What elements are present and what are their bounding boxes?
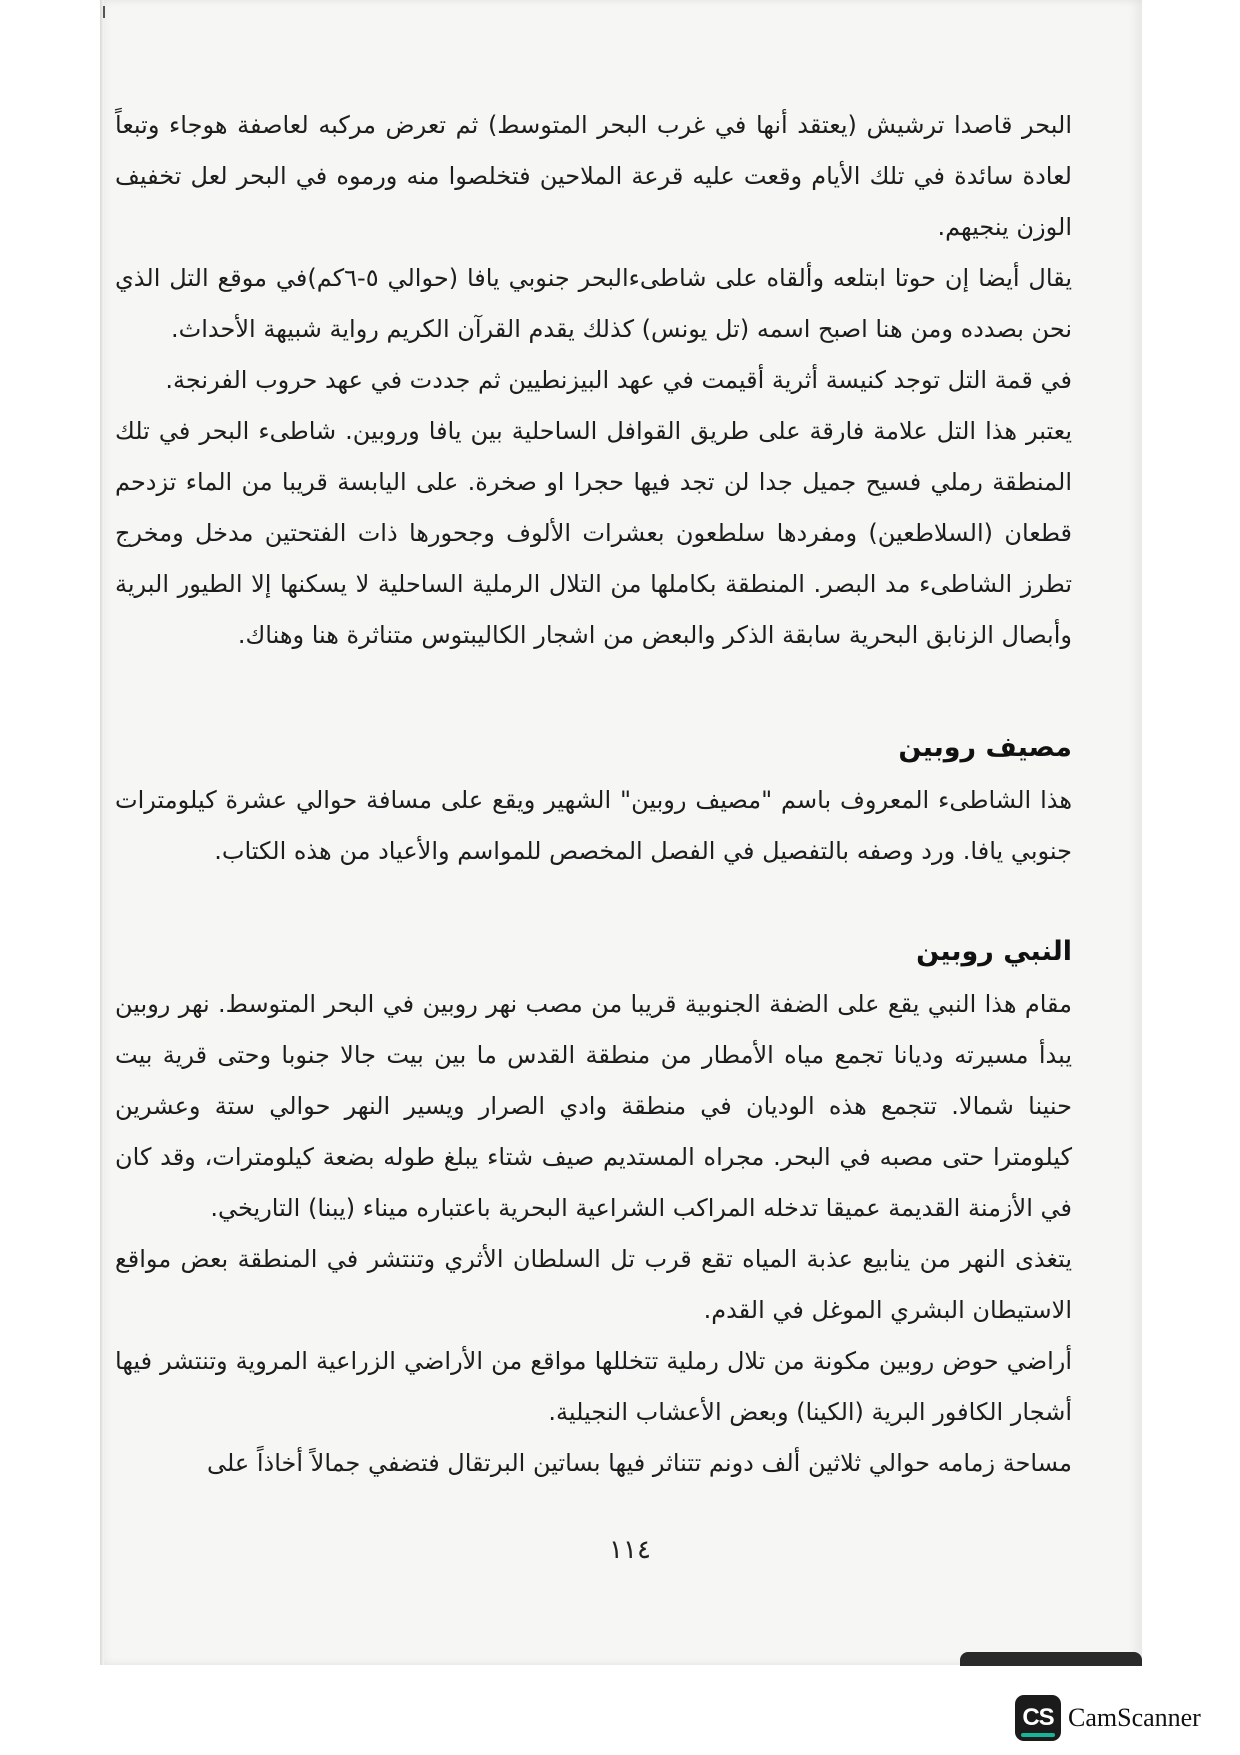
- logo-text: CS: [1022, 1704, 1054, 1731]
- page-edge-shadow: [100, 0, 104, 1665]
- section-spacer: [115, 877, 1072, 925]
- paragraph: يتغذى النهر من ينابيع عذبة المياه تقع قرب تل السلطان الأثري وتنتشر في المنطقة بعض مواقع الاستيطان البشري الموغل في القدم.: [115, 1245, 1072, 1324]
- paragraph: يقال أيضا إن حوتا ابتلعه وألقاه على شاطىءالبحر جنوبي يافا (حوالي ٥-٦كم)في موقع التل الذي نحن بصدده ومن هنا اصبح اسمه (تل يونس) كذلك يقدم القرآن الكريم رواية شبيهة الأحداث.: [115, 264, 1073, 343]
- logo-accent-bar: [1021, 1733, 1055, 1737]
- camscanner-watermark: [1015, 1693, 1201, 1743]
- paragraph: في قمة التل توجد كنيسة أثرية أقيمت في عهد البيزنطيين ثم جددت في عهد حروب الفرنجة.: [165, 366, 1072, 394]
- paragraph: مساحة زمامه حوالي ثلاثين ألف دونم تتناثر فيها بساتين البرتقال فتضفي جمالاً أخاذاً على: [206, 1449, 1072, 1477]
- paragraph: هذا الشاطىء المعروف باسم "مصيف روبين" الشهير ويقع على مسافة حوالي عشرة كيلومترات جنوبي يافا. ورد وصفه بالتفصيل في الفصل المخصص للمواسم والأعياد من هذه الكتاب.: [115, 786, 1072, 865]
- paragraph: يعتبر هذا التل علامة فارقة على طريق القوافل الساحلية بين يافا وروبين. شاطىء البحر في تلك المنطقة رملي فسيح جميل جدا لن تجد فيها حجرا او صخرة. على اليابسة قريبا من الماء تزدحم قطعان (السلاطعين) ومفردها سلطعون بعشرات الألوف وجحورها ذات الفتحتين مدخل ومخرج تطرز الشاطىء مد البصر. المنطقة بكاملها من التلال الرملية الساحلية لا يسكنها إلا الطيور البرية وأبصال الزنابق البحرية سابقة الذكر والبعض من اشجار الكاليبتوس متناثرة هنا وهناك.: [115, 417, 1072, 649]
- paragraph: مقام هذا النبي يقع على الضفة الجنوبية قريبا من مصب نهر روبين في البحر المتوسط. نهر روبين يبدأ مسيرته وديانا تجمع مياه الأمطار من منطقة القدس ما بين بيت جالا جنوبا وحتى قرية بيت حنينا شمالا. تتجمع هذه الوديان في منطقة وادي الصرار ويسير النهر حوالي ستة وعشرين كيلومترا حتى مصبه في البحر. مجراه المستديم صيف شتاء يبلغ طوله بضعة كيلومترات، وقد كان في الأزمنة القديمة عميقا تدخله المراكب الشراعية البحرية باعتباره ميناء (يبنا) التاريخي.: [115, 990, 1072, 1222]
- scan-corner-mark: [103, 6, 105, 18]
- camscanner-logo-icon: [1015, 1695, 1061, 1741]
- book-binding-edge: [960, 1652, 1142, 1666]
- app-name: CamScanner: [1068, 1703, 1201, 1732]
- section-heading: مصيف روبين: [898, 732, 1072, 763]
- paragraph: أراضي حوض روبين مكونة من تلال رملية تتخللها مواقع من الأراضي الزراعية المروية وتنتشر فيها أشجار الكافور البرية (الكينا) وبعض الأعشاب النجيلية.: [115, 1347, 1072, 1426]
- section-heading: النبي روبين: [916, 936, 1072, 967]
- paragraph: البحر قاصدا ترشيش (يعتقد أنها في غرب البحر المتوسط) ثم تعرض مركبه لعاصفة هوجاء وتبعاً لعادة سائدة في تلك الأيام وقعت عليه قرعة الملاحين فتخلصوا منه ورموه في البحر لعل تخفيف الوزن ينجيهم.: [115, 111, 1072, 241]
- section-spacer: [115, 661, 1072, 721]
- page-body: [115, 100, 1072, 1489]
- page-number: ١١٤: [609, 1535, 651, 1565]
